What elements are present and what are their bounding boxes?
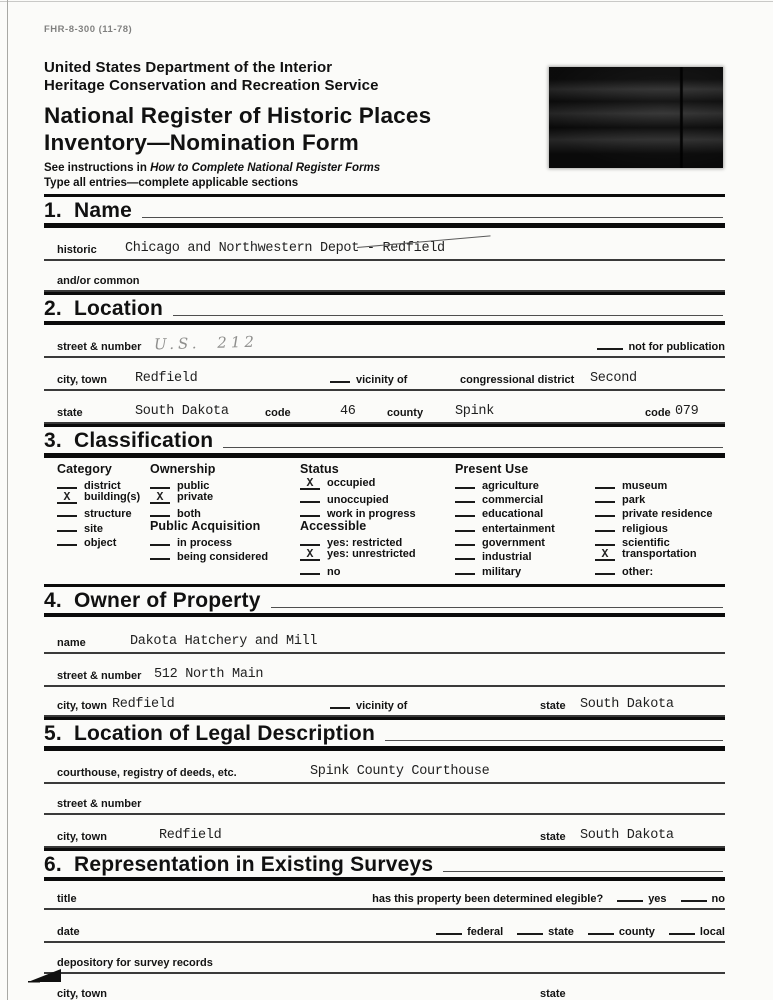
classification-option xyxy=(57,491,150,505)
checkbox-blank xyxy=(300,505,320,517)
state-code-label: code xyxy=(265,407,291,419)
checkbox-blank xyxy=(595,534,615,546)
classification-option-label: work in progress xyxy=(327,508,416,521)
classification-option-label: being considered xyxy=(177,551,269,564)
no-label: no xyxy=(711,893,725,906)
checkbox-blank xyxy=(588,922,614,935)
form-title-line-2: Inventory—Nomination Form xyxy=(44,130,360,155)
checkbox-blank-checked: X xyxy=(300,478,320,490)
county-value: Spink xyxy=(455,404,495,419)
field-owner-street xyxy=(44,654,725,687)
classification-option-label: government xyxy=(482,536,545,549)
form-instructions xyxy=(44,161,725,190)
classification-option-label: agriculture xyxy=(482,479,539,492)
section-3-title: 3. Classification xyxy=(44,429,214,452)
owner-state-label: state xyxy=(540,700,566,713)
classification-option xyxy=(150,505,300,519)
classification-option-label: park xyxy=(622,494,646,507)
city-town-label: city, town xyxy=(57,374,107,386)
legal-city-value: Redfield xyxy=(159,827,222,843)
classification-option xyxy=(595,520,725,534)
classification-option xyxy=(455,563,595,577)
classification-option xyxy=(150,534,300,548)
classification-column-category xyxy=(57,463,150,577)
common-name-label: and/or common xyxy=(57,274,140,287)
section-4-title: 4. Owner of Property xyxy=(44,588,261,612)
checkbox-blank xyxy=(595,563,615,575)
agency-line-1: United States Department of the Interior xyxy=(44,59,333,76)
classification-option xyxy=(455,491,595,505)
field-legal-street xyxy=(44,784,725,815)
classification-group-heading xyxy=(300,520,455,534)
checkbox-blank xyxy=(617,889,643,902)
classification-option-label: entertainment xyxy=(482,522,555,535)
classification-option xyxy=(150,477,300,491)
form-title-line-1: National Register of Historic Places xyxy=(44,103,432,128)
eligible-question-group xyxy=(372,889,725,905)
header-fill-line xyxy=(142,217,723,218)
checkbox-blank xyxy=(455,534,475,546)
field-depository xyxy=(44,943,725,974)
classification-option xyxy=(300,505,455,519)
classification-option-label: Status xyxy=(300,461,339,476)
legal-city-label: city, town xyxy=(57,830,107,843)
checkbox-blank xyxy=(595,477,615,489)
courthouse-label: courthouse, registry of deeds, etc. xyxy=(57,766,237,779)
classification-column-present-use xyxy=(455,463,595,577)
section-6-title: 6. Representation in Existing Surveys xyxy=(44,852,434,876)
classification-option-label: site xyxy=(84,522,103,535)
classification-option xyxy=(300,548,455,562)
classification-option xyxy=(300,534,455,548)
checkbox-blank xyxy=(455,548,475,560)
classification-option-label: occupied xyxy=(327,476,376,489)
field-survey-title xyxy=(44,881,725,910)
instructions-prefix: See instructions in xyxy=(44,162,151,174)
corner-registration-mark xyxy=(27,965,63,985)
classification-grid xyxy=(44,458,725,584)
classification-group-heading xyxy=(455,463,595,477)
state-code-value: 46 xyxy=(340,404,356,419)
header-fill-line xyxy=(385,740,723,741)
classification-option xyxy=(595,563,725,577)
checkbox-blank xyxy=(57,477,77,489)
classification-option xyxy=(57,534,150,548)
checkbox-blank-checked: X xyxy=(595,549,615,561)
classification-option-label: military xyxy=(482,565,522,578)
county-code-value: 079 xyxy=(675,404,699,419)
checkbox-blank xyxy=(150,505,170,517)
legal-street-label: street & number xyxy=(57,797,142,810)
section-3-header xyxy=(44,427,725,453)
checkbox-blank xyxy=(57,520,77,532)
vicinity-option xyxy=(330,696,407,712)
classification-group-heading xyxy=(300,463,455,477)
congressional-district-label: congressional district xyxy=(460,374,575,386)
vicinity-option xyxy=(330,370,407,386)
classification-option xyxy=(455,477,595,491)
survey-state-label: state xyxy=(540,988,566,1000)
classification-option-label: Category xyxy=(57,461,112,476)
classification-group-heading xyxy=(150,463,300,477)
checkbox-blank-checked: X xyxy=(57,492,77,504)
checkbox-blank xyxy=(150,477,170,489)
classification-option-label: Present Use xyxy=(455,461,529,476)
classification-option xyxy=(57,477,150,491)
checkbox-blank xyxy=(330,370,350,383)
classification-option-label: Public Acquisition xyxy=(150,518,261,533)
classification-option-label: district xyxy=(84,479,121,492)
checkbox-blank-checked: X xyxy=(150,492,170,504)
form-title xyxy=(44,102,725,156)
struck-text: - Redfield xyxy=(366,240,445,256)
header-fill-line xyxy=(173,315,723,316)
owner-city-value: Redfield xyxy=(112,697,175,713)
section-5-title: 5. Location of Legal Description xyxy=(44,722,375,746)
checkbox-blank xyxy=(57,505,77,517)
classification-option xyxy=(455,548,595,562)
street-number-label: street & number xyxy=(57,341,142,353)
street-number-handwritten-value: U.S. 212 xyxy=(153,332,259,354)
classification-option-label: scientific xyxy=(622,536,670,549)
classification-option-label: other: xyxy=(622,565,654,578)
checkbox-blank xyxy=(57,534,77,546)
field-survey-date xyxy=(44,910,725,943)
agency-line-2: Heritage Conservation and Recreation Service xyxy=(44,77,379,94)
survey-city-label: city, town xyxy=(57,988,107,1000)
courthouse-value: Spink County Courthouse xyxy=(310,763,490,779)
field-state-county xyxy=(44,391,725,424)
field-owner-name xyxy=(44,617,725,654)
county-label: county xyxy=(387,407,424,419)
eligible-question: has this property been determined elegible? xyxy=(372,893,604,906)
section-1-title: 1. Name xyxy=(44,199,132,222)
county-option-label: county xyxy=(618,926,655,939)
instructions-manual-title: How to Complete National Register Forms xyxy=(150,162,381,174)
classification-option xyxy=(455,505,595,519)
owner-name-label: name xyxy=(57,637,86,650)
not-for-publication-label: not for publication xyxy=(628,341,725,353)
checkbox-blank xyxy=(150,548,170,560)
instructions-line-2: Type all entries—complete applicable sections xyxy=(44,176,299,189)
legal-state-value: South Dakota xyxy=(580,827,674,843)
classification-option xyxy=(57,520,150,534)
checkbox-blank xyxy=(455,520,475,532)
classification-option xyxy=(300,491,455,505)
field-street-number xyxy=(44,325,725,358)
section-2-header xyxy=(44,295,725,321)
header-fill-line xyxy=(443,871,723,872)
checkbox-blank xyxy=(455,563,475,575)
checkbox-blank xyxy=(455,477,475,489)
checkbox-blank xyxy=(300,563,320,575)
classification-option-label: transportation xyxy=(622,548,697,561)
form-number: FHR-8-300 (11-78) xyxy=(44,24,133,35)
header-fill-line xyxy=(271,607,723,608)
classification-option xyxy=(595,491,725,505)
owner-state-value: South Dakota xyxy=(580,697,674,713)
classification-option-label: no xyxy=(327,565,341,578)
owner-street-label: street & number xyxy=(57,670,142,683)
federal-label: federal xyxy=(467,926,504,939)
classification-option-label: Accessible xyxy=(300,518,367,533)
checkbox-blank xyxy=(436,922,462,935)
historic-value xyxy=(125,241,445,256)
classification-option-label: both xyxy=(177,508,201,521)
congressional-district-value: Second xyxy=(590,371,637,386)
checkbox-blank xyxy=(597,337,623,350)
field-common-name xyxy=(44,261,725,292)
depository-label: depository for survey records xyxy=(57,957,213,970)
state-label: state xyxy=(57,407,83,419)
instructions-line-1 xyxy=(44,161,725,176)
classification-option-label: object xyxy=(84,536,117,549)
checkbox-blank xyxy=(681,889,707,902)
classification-option-label: in process xyxy=(177,536,233,549)
section-2-title: 2. Location xyxy=(44,296,164,320)
checkbox-blank xyxy=(300,491,320,503)
checkbox-blank xyxy=(330,696,350,709)
survey-title-label: title xyxy=(57,893,77,906)
classification-option-label: Ownership xyxy=(150,461,216,476)
checkbox-blank xyxy=(150,534,170,546)
classification-group-heading xyxy=(57,463,150,477)
section-4-header xyxy=(44,587,725,613)
field-owner-city xyxy=(44,687,725,717)
classification-option xyxy=(300,477,455,491)
checkbox-blank xyxy=(595,491,615,503)
classification-option xyxy=(595,534,725,548)
classification-option-label: commercial xyxy=(482,494,544,507)
checkbox-blank xyxy=(595,520,615,532)
classification-option-label: structure xyxy=(84,508,132,521)
classification-option xyxy=(455,520,595,534)
classification-option xyxy=(455,534,595,548)
checkbox-blank xyxy=(595,505,615,517)
survey-level-options xyxy=(422,922,725,938)
classification-column-status xyxy=(300,463,455,577)
classification-option-label: private xyxy=(177,491,214,504)
state-value: South Dakota xyxy=(135,404,229,419)
scan-edge-left xyxy=(7,0,8,1000)
vicinity-label: vicinity of xyxy=(356,374,408,386)
survey-date-label: date xyxy=(57,926,80,939)
classification-column-present-use-2 xyxy=(595,463,725,577)
city-town-value: Redfield xyxy=(135,371,198,386)
agency-header xyxy=(44,59,725,95)
classification-option-label: building(s) xyxy=(84,491,141,504)
classification-option-label: museum xyxy=(622,479,668,492)
checkbox-blank xyxy=(669,922,695,935)
classification-option-label: unoccupied xyxy=(327,494,389,507)
classification-option-label: private residence xyxy=(622,508,713,521)
legal-state-label: state xyxy=(540,830,566,843)
classification-option xyxy=(300,563,455,577)
checkbox-blank xyxy=(300,534,320,546)
state-option-label: state xyxy=(548,926,574,939)
not-for-publication-option xyxy=(583,337,725,353)
classification-option-label: religious xyxy=(622,522,668,535)
historic-value-text: Chicago and Northwestern Depot xyxy=(125,240,367,256)
classification-option-label: yes: restricted xyxy=(327,536,403,549)
classification-option xyxy=(595,505,725,519)
classification-column-ownership xyxy=(150,463,300,577)
classification-option-label: industrial xyxy=(482,551,532,564)
field-survey-city xyxy=(44,974,725,1000)
county-code-label: code xyxy=(645,407,671,419)
historic-value-struck xyxy=(367,241,445,256)
owner-name-value: Dakota Hatchery and Mill xyxy=(130,634,318,650)
classification-option xyxy=(150,548,300,562)
yes-label: yes xyxy=(648,893,667,906)
owner-street-value: 512 North Main xyxy=(154,667,264,683)
local-label: local xyxy=(699,926,725,939)
classification-option xyxy=(150,491,300,505)
classification-group-heading xyxy=(150,520,300,534)
classification-option xyxy=(595,548,725,562)
checkbox-blank xyxy=(455,491,475,503)
checkbox-blank xyxy=(517,922,543,935)
checkbox-blank-checked: X xyxy=(300,549,320,561)
classification-option xyxy=(595,477,725,491)
classification-option xyxy=(57,505,150,519)
header-fill-line xyxy=(223,447,723,448)
section-5-header xyxy=(44,720,725,746)
classification-spacer xyxy=(595,463,725,477)
checkbox-blank xyxy=(455,505,475,517)
field-city-town xyxy=(44,358,725,391)
field-legal-city xyxy=(44,815,725,848)
classification-option-label: educational xyxy=(482,508,544,521)
field-courthouse xyxy=(44,751,725,784)
owner-city-label: city, town xyxy=(57,700,107,713)
classification-option-label: public xyxy=(177,479,210,492)
section-1-header xyxy=(44,197,725,223)
vicinity-label: vicinity of xyxy=(356,700,408,713)
classification-option-label: yes: unrestricted xyxy=(327,548,416,561)
section-6-header xyxy=(44,851,725,877)
historic-label: historic xyxy=(57,243,97,256)
field-historic-name xyxy=(44,228,725,261)
